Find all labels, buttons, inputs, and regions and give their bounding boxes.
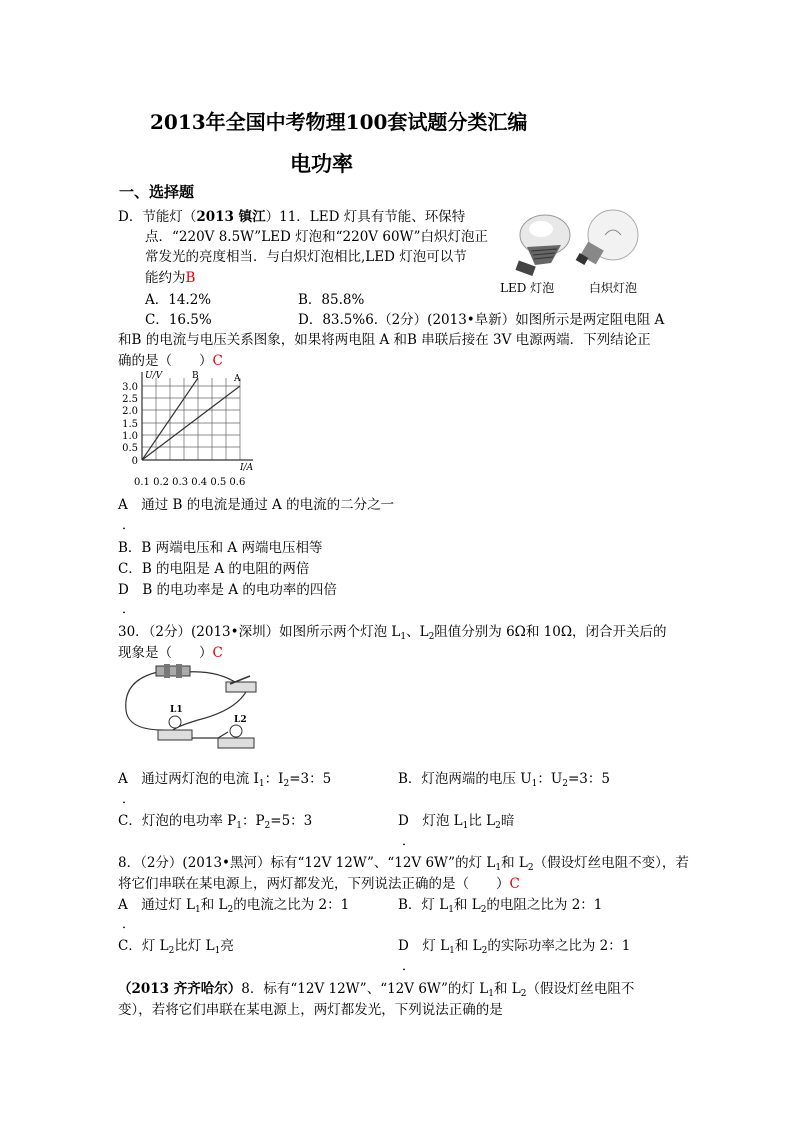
dot: ． [402, 834, 416, 849]
q8-answer: C [509, 876, 520, 892]
q9-line2: 变），若将它们串联在某电源上，两灯都发光，下列说法正确的是 [118, 1002, 503, 1018]
svg-text:1.5: 1.5 [122, 419, 138, 430]
q30-option-a: A 通过两灯泡的电流 $I_1$：$I_2=3$：5 [118, 771, 332, 789]
q8-line2: 将它们串联在某电源上，两灯都发光，下列说法正确的是（ ）C [118, 876, 520, 892]
q2-answer: C [212, 353, 223, 369]
lamp-l1-base [158, 730, 192, 740]
led-bulb-label: LED 灯泡 [500, 281, 555, 295]
q8-option-a: A 通过灯 $L_1$和 $L_2$的电流之比为 2：1 [118, 897, 350, 915]
battery-icon [156, 666, 190, 676]
lamp-l2-base [218, 738, 254, 748]
graph-grid [142, 378, 240, 460]
lamp-l2-icon [230, 725, 242, 737]
dot: ． [122, 518, 136, 533]
q9-line1: （2013 齐齐哈尔）8．标有“12V 12W”、“12V 6W”的灯 $L_1$和 $L_2$（假设灯丝电阻不 [118, 981, 635, 999]
page-subtitle: 电功率 [290, 151, 353, 176]
line-b-label: B [192, 371, 199, 381]
dot: ． [402, 959, 416, 974]
q30-line1: 30．（2分）(2013•深圳）如图所示两个灯泡 $L_1$、$L_2$阻值分别为 6Ω和 10Ω，闭合开关后的 [118, 624, 667, 642]
page-title: 2013年全国中考物理100套试题分类汇编 [150, 110, 528, 134]
q1-line3: 常发光的亮度相当．与白炽灯泡相比,LED 灯泡可以节 [145, 249, 467, 265]
q2-line2: 确的是（ ）C [118, 353, 223, 369]
dot: ． [122, 917, 136, 932]
svg-text:0: 0 [131, 456, 138, 467]
q1-line1: D．节能灯（2013 镇江）11．LED 灯具有节能、环保特 [118, 209, 466, 225]
incandescent-bulb-icon [576, 210, 638, 265]
lamp-l2-label: L2 [234, 715, 247, 725]
iu-graph [118, 368, 258, 490]
y-axis-label: U/V [145, 371, 163, 381]
x-ticks: 0.1 0.2 0.3 0.4 0.5 0.6 [134, 477, 246, 488]
q1-option-d: D．83.5%6.（2分）(2013•阜新）如图所示是两定阻电阻 A [298, 312, 665, 328]
svg-text:0.5: 0.5 [122, 443, 138, 454]
circuit-diagram [118, 660, 263, 755]
q1-option-a: A．14.2% [145, 292, 212, 308]
q8-line1: 8．（2分）(2013•黑河）标有“12V 12W”、“12V 6W”的灯 $L_1$和 $L_2$（假设灯丝电阻不变），若 [118, 855, 689, 873]
incandescent-bulb-label: 白炽灯泡 [589, 281, 638, 295]
q2-option-d: D B 的电功率是 A 的电功率的四倍 [118, 582, 337, 598]
line-a-label: A [234, 374, 241, 384]
q1-option-c: C．16.5% [145, 312, 212, 328]
q2-line1: 和B 的电流与电压关系图象，如果将两电阻 A 和B 串联后接在 3V 电源两端．下列结论正 [118, 332, 651, 348]
x-axis-label: I/A [240, 463, 254, 473]
svg-text:2.5: 2.5 [122, 394, 138, 405]
q30-option-c: C．灯泡的电功率 $P_1$：$P_2=5$：3 [118, 813, 313, 831]
q30-option-b: B．灯泡两端的电压 $U_1$：$U_2=3$：5 [398, 771, 610, 789]
q2-option-b: B．B 两端电压和 A 两端电压相等 [118, 540, 323, 556]
y-ticks [122, 382, 138, 467]
lamp-l1-icon [169, 716, 181, 728]
q2-option-c: C．B 的电阻是 A 的电阻的两倍 [118, 561, 310, 577]
q8-option-c: C．灯 $L_2$比灯 $L_1$亮 [118, 938, 234, 956]
q1-answer: B [185, 270, 196, 286]
lamp-l1-label: L1 [170, 705, 183, 715]
led-bulb-icon [515, 215, 570, 276]
svg-text:1.0: 1.0 [122, 431, 138, 442]
q8-option-b: B．灯 $L_1$和 $L_2$的电阻之比为 2：1 [398, 897, 603, 915]
svg-text:3.0: 3.0 [122, 382, 138, 393]
q30-answer: C [212, 645, 223, 661]
q30-line2: 现象是（ ）C [118, 645, 223, 661]
dot: ． [122, 792, 136, 807]
q30-option-d: D 灯泡 $L_1$比 $L_2$暗 [398, 813, 515, 831]
q1-line2: 点．“220V 8.5W”LED 灯泡和“220V 60W”白炽灯泡正 [145, 229, 489, 245]
q1-line4: 能约为B [145, 270, 196, 286]
svg-text:2.0: 2.0 [122, 406, 138, 417]
q8-option-d: D 灯 $L_1$和 $L_2$的实际功率之比为 2：1 [398, 938, 631, 956]
dot: ． [122, 602, 136, 617]
q2-option-a: A 通过 B 的电流是通过 A 的电流的二分之一 [118, 497, 395, 513]
q1-option-b: B．85.8% [298, 292, 365, 308]
section-heading: 一、选择题 [119, 183, 195, 201]
